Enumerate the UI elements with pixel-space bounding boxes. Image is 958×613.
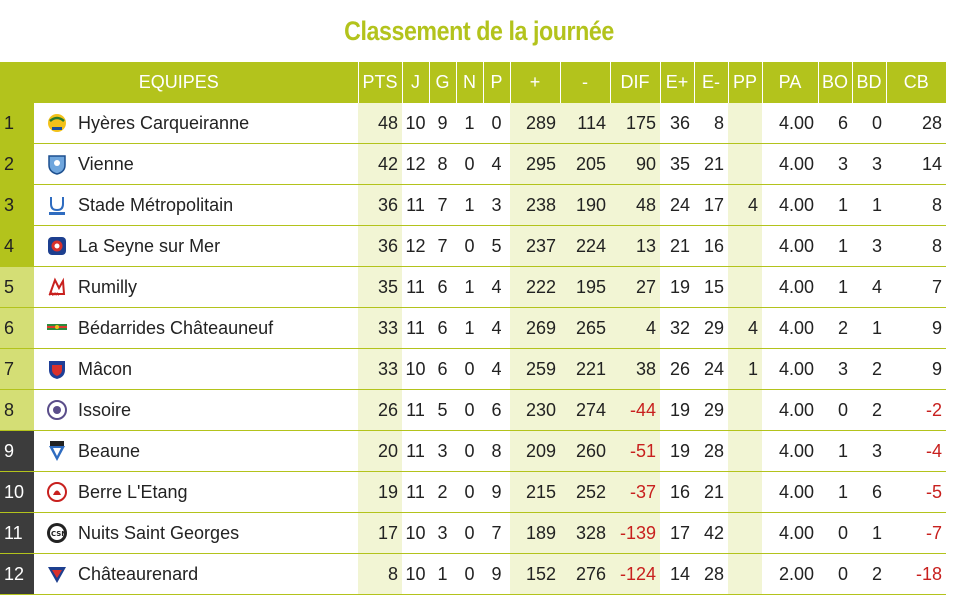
- p-cell: 4: [483, 267, 510, 308]
- header-j: J: [402, 62, 429, 103]
- plus-cell: 152: [510, 554, 560, 595]
- pp-cell: [728, 103, 762, 144]
- dif-cell: -37: [610, 472, 660, 513]
- macon-logo-icon: [46, 358, 68, 380]
- page-title: Classement de la journée: [344, 16, 614, 46]
- bd-cell: 3: [852, 431, 886, 472]
- minus-cell: 274: [560, 390, 610, 431]
- n-cell: 0: [456, 349, 483, 390]
- rank-cell: 5: [0, 267, 34, 308]
- bd-cell: 1: [852, 185, 886, 226]
- bd-cell: 1: [852, 308, 886, 349]
- bo-cell: 0: [818, 390, 852, 431]
- team-cell: [34, 472, 358, 513]
- bedarrides-logo-icon: [46, 317, 68, 339]
- pts-cell: 36: [358, 226, 402, 267]
- cb-cell: 14: [886, 144, 946, 185]
- n-cell: 1: [456, 103, 483, 144]
- pts-cell: 17: [358, 513, 402, 554]
- j-cell: 12: [402, 144, 429, 185]
- eplus-cell: 19: [660, 431, 694, 472]
- pts-cell: 35: [358, 267, 402, 308]
- minus-cell: 260: [560, 431, 610, 472]
- team-cell: [34, 103, 358, 144]
- plus-cell: 215: [510, 472, 560, 513]
- g-cell: 3: [429, 431, 456, 472]
- team-cell: [34, 308, 358, 349]
- cb-cell: 8: [886, 185, 946, 226]
- p-cell: 9: [483, 472, 510, 513]
- team-cell: [34, 349, 358, 390]
- table-row: [0, 513, 946, 554]
- table-row: [0, 144, 946, 185]
- g-cell: 2: [429, 472, 456, 513]
- eplus-cell: 21: [660, 226, 694, 267]
- eminus-cell: 21: [694, 472, 728, 513]
- eminus-cell: 17: [694, 185, 728, 226]
- eminus-cell: 28: [694, 554, 728, 595]
- table-row: [0, 226, 946, 267]
- team-name: Mâcon: [78, 358, 133, 379]
- dif-cell: 48: [610, 185, 660, 226]
- la-seyne-logo-icon: [46, 235, 68, 257]
- eminus-cell: 16: [694, 226, 728, 267]
- g-cell: 9: [429, 103, 456, 144]
- eplus-cell: 32: [660, 308, 694, 349]
- table-row: [0, 349, 946, 390]
- plus-cell: 209: [510, 431, 560, 472]
- pp-cell: [728, 431, 762, 472]
- cb-cell: -5: [886, 472, 946, 513]
- cb-cell: 8: [886, 226, 946, 267]
- bo-cell: 0: [818, 513, 852, 554]
- pp-cell: 4: [728, 308, 762, 349]
- vienne-logo-icon: [46, 153, 68, 175]
- n-cell: 0: [456, 431, 483, 472]
- team-cell: [34, 267, 358, 308]
- rank-cell: 8: [0, 390, 34, 431]
- n-cell: 1: [456, 267, 483, 308]
- p-cell: 4: [483, 349, 510, 390]
- eminus-cell: 28: [694, 431, 728, 472]
- header-n: N: [456, 62, 483, 103]
- n-cell: 0: [456, 144, 483, 185]
- eplus-cell: 24: [660, 185, 694, 226]
- pts-cell: 42: [358, 144, 402, 185]
- rank-cell: 6: [0, 308, 34, 349]
- dif-cell: -124: [610, 554, 660, 595]
- table-row: [0, 554, 946, 595]
- eminus-cell: 42: [694, 513, 728, 554]
- plus-cell: 230: [510, 390, 560, 431]
- g-cell: 5: [429, 390, 456, 431]
- eminus-cell: 29: [694, 308, 728, 349]
- header-dif: DIF: [610, 62, 660, 103]
- plus-cell: 259: [510, 349, 560, 390]
- rank-cell: 4: [0, 226, 34, 267]
- berre-logo-icon: [46, 481, 68, 503]
- rank-cell: 3: [0, 185, 34, 226]
- header-eplus: E+: [660, 62, 694, 103]
- table-row: [0, 267, 946, 308]
- team-cell: [34, 226, 358, 267]
- dif-cell: 4: [610, 308, 660, 349]
- plus-cell: 269: [510, 308, 560, 349]
- p-cell: 3: [483, 185, 510, 226]
- dif-cell: -44: [610, 390, 660, 431]
- rank-cell: 7: [0, 349, 34, 390]
- header-pp: PP: [728, 62, 762, 103]
- dif-cell: 175: [610, 103, 660, 144]
- bd-cell: 4: [852, 267, 886, 308]
- eminus-cell: 21: [694, 144, 728, 185]
- team-name: Hyères Carqueiranne: [78, 112, 250, 133]
- bo-cell: 1: [818, 226, 852, 267]
- minus-cell: 224: [560, 226, 610, 267]
- cb-cell: 7: [886, 267, 946, 308]
- eplus-cell: 36: [660, 103, 694, 144]
- g-cell: 7: [429, 185, 456, 226]
- header-pa: PA: [762, 62, 818, 103]
- dif-cell: 90: [610, 144, 660, 185]
- pts-cell: 20: [358, 431, 402, 472]
- minus-cell: 252: [560, 472, 610, 513]
- j-cell: 11: [402, 390, 429, 431]
- plus-cell: 295: [510, 144, 560, 185]
- table-header: [0, 62, 946, 103]
- table-row: [0, 431, 946, 472]
- bd-cell: 2: [852, 554, 886, 595]
- eplus-cell: 19: [660, 390, 694, 431]
- pp-cell: 1: [728, 349, 762, 390]
- p-cell: 7: [483, 513, 510, 554]
- team-name: Bédarrides Châteauneuf: [78, 317, 274, 338]
- pa-cell: 4.00: [762, 103, 818, 144]
- team-cell: [34, 513, 358, 554]
- n-cell: 0: [456, 513, 483, 554]
- team-name: La Seyne sur Mer: [78, 235, 221, 256]
- rank-cell: 11: [0, 513, 34, 554]
- pts-cell: 26: [358, 390, 402, 431]
- minus-cell: 195: [560, 267, 610, 308]
- j-cell: 10: [402, 103, 429, 144]
- j-cell: 10: [402, 349, 429, 390]
- beaune-logo-icon: [46, 440, 68, 462]
- header-g: G: [429, 62, 456, 103]
- pp-cell: [728, 554, 762, 595]
- rank-cell: 9: [0, 431, 34, 472]
- j-cell: 11: [402, 267, 429, 308]
- eminus-cell: 24: [694, 349, 728, 390]
- g-cell: 1: [429, 554, 456, 595]
- pa-cell: 4.00: [762, 349, 818, 390]
- plus-cell: 189: [510, 513, 560, 554]
- team-name: Châteaurenard: [78, 563, 199, 584]
- chateaurenard-logo-icon: [46, 563, 68, 585]
- minus-cell: 221: [560, 349, 610, 390]
- bo-cell: 1: [818, 431, 852, 472]
- dif-cell: 27: [610, 267, 660, 308]
- pp-cell: [728, 226, 762, 267]
- n-cell: 0: [456, 554, 483, 595]
- pa-cell: 4.00: [762, 472, 818, 513]
- bo-cell: 3: [818, 144, 852, 185]
- eplus-cell: 35: [660, 144, 694, 185]
- bd-cell: 2: [852, 349, 886, 390]
- bd-cell: 1: [852, 513, 886, 554]
- p-cell: 0: [483, 103, 510, 144]
- cb-cell: -4: [886, 431, 946, 472]
- hyeres-logo-icon: [46, 112, 68, 134]
- minus-cell: 114: [560, 103, 610, 144]
- minus-cell: 328: [560, 513, 610, 554]
- p-cell: 5: [483, 226, 510, 267]
- pp-cell: [728, 513, 762, 554]
- team-name: Rumilly: [78, 276, 138, 297]
- bo-cell: 1: [818, 185, 852, 226]
- bo-cell: 1: [818, 472, 852, 513]
- rank-cell: 1: [0, 103, 34, 144]
- dif-cell: -51: [610, 431, 660, 472]
- standings-table: [0, 62, 946, 595]
- team-name: Stade Métropolitain: [78, 194, 234, 215]
- minus-cell: 205: [560, 144, 610, 185]
- pts-cell: 19: [358, 472, 402, 513]
- rank-cell: 12: [0, 554, 34, 595]
- bd-cell: 0: [852, 103, 886, 144]
- n-cell: 1: [456, 185, 483, 226]
- header-p: P: [483, 62, 510, 103]
- eminus-cell: 8: [694, 103, 728, 144]
- nuits-logo-icon: [46, 522, 68, 544]
- bd-cell: 3: [852, 144, 886, 185]
- n-cell: 0: [456, 472, 483, 513]
- header-pts: PTS: [358, 62, 402, 103]
- team-name: Nuits Saint Georges: [78, 522, 240, 543]
- j-cell: 11: [402, 472, 429, 513]
- svg-text:CSN: CSN: [51, 530, 68, 538]
- cb-cell: 9: [886, 349, 946, 390]
- table-row: [0, 472, 946, 513]
- minus-cell: 190: [560, 185, 610, 226]
- rank-cell: 10: [0, 472, 34, 513]
- g-cell: 6: [429, 349, 456, 390]
- pa-cell: 4.00: [762, 308, 818, 349]
- team-name: Vienne: [78, 153, 134, 174]
- pa-cell: 4.00: [762, 144, 818, 185]
- team-cell: [34, 431, 358, 472]
- pts-cell: 8: [358, 554, 402, 595]
- p-cell: 8: [483, 431, 510, 472]
- pts-cell: 48: [358, 103, 402, 144]
- cb-cell: -2: [886, 390, 946, 431]
- j-cell: 10: [402, 513, 429, 554]
- header-bd: BD: [852, 62, 886, 103]
- p-cell: 6: [483, 390, 510, 431]
- cb-cell: -7: [886, 513, 946, 554]
- plus-cell: 289: [510, 103, 560, 144]
- plus-cell: 238: [510, 185, 560, 226]
- pa-cell: 4.00: [762, 431, 818, 472]
- dif-cell: 38: [610, 349, 660, 390]
- cb-cell: -18: [886, 554, 946, 595]
- header-cb: CB: [886, 62, 946, 103]
- stade-logo-icon: [46, 194, 68, 216]
- eplus-cell: 16: [660, 472, 694, 513]
- plus-cell: 237: [510, 226, 560, 267]
- header-bo: BO: [818, 62, 852, 103]
- pa-cell: 2.00: [762, 554, 818, 595]
- n-cell: 0: [456, 226, 483, 267]
- bo-cell: 2: [818, 308, 852, 349]
- team-name: Issoire: [78, 399, 132, 420]
- dif-cell: 13: [610, 226, 660, 267]
- bo-cell: 1: [818, 267, 852, 308]
- header-minus: -: [560, 62, 610, 103]
- bo-cell: 3: [818, 349, 852, 390]
- pp-cell: [728, 472, 762, 513]
- table-row: [0, 308, 946, 349]
- p-cell: 9: [483, 554, 510, 595]
- j-cell: 11: [402, 185, 429, 226]
- eplus-cell: 19: [660, 267, 694, 308]
- rank-cell: 2: [0, 144, 34, 185]
- pp-cell: [728, 267, 762, 308]
- team-name: Beaune: [78, 440, 141, 461]
- plus-cell: 222: [510, 267, 560, 308]
- n-cell: 0: [456, 390, 483, 431]
- team-name: Berre L'Etang: [78, 481, 188, 502]
- header-equipes: EQUIPES: [0, 62, 358, 103]
- bd-cell: 3: [852, 226, 886, 267]
- eplus-cell: 26: [660, 349, 694, 390]
- pts-cell: 36: [358, 185, 402, 226]
- team-cell: [34, 144, 358, 185]
- p-cell: 4: [483, 308, 510, 349]
- pts-cell: 33: [358, 349, 402, 390]
- eplus-cell: 17: [660, 513, 694, 554]
- bd-cell: 6: [852, 472, 886, 513]
- cb-cell: 9: [886, 308, 946, 349]
- minus-cell: 276: [560, 554, 610, 595]
- p-cell: 4: [483, 144, 510, 185]
- svg-text:Rm: Rm: [49, 291, 60, 298]
- pp-cell: 4: [728, 185, 762, 226]
- pts-cell: 33: [358, 308, 402, 349]
- header-eminus: E-: [694, 62, 728, 103]
- eminus-cell: 15: [694, 267, 728, 308]
- pp-cell: [728, 390, 762, 431]
- team-cell: [34, 554, 358, 595]
- rumilly-logo-icon: [46, 276, 68, 298]
- j-cell: 11: [402, 308, 429, 349]
- team-cell: [34, 390, 358, 431]
- bd-cell: 2: [852, 390, 886, 431]
- bo-cell: 6: [818, 103, 852, 144]
- pa-cell: 4.00: [762, 267, 818, 308]
- j-cell: 12: [402, 226, 429, 267]
- table-row: [0, 103, 946, 144]
- j-cell: 10: [402, 554, 429, 595]
- g-cell: 8: [429, 144, 456, 185]
- pp-cell: [728, 144, 762, 185]
- n-cell: 1: [456, 308, 483, 349]
- eminus-cell: 29: [694, 390, 728, 431]
- minus-cell: 265: [560, 308, 610, 349]
- table-row: [0, 390, 946, 431]
- issoire-logo-icon: [46, 399, 68, 421]
- dif-cell: -139: [610, 513, 660, 554]
- table-row: [0, 185, 946, 226]
- pa-cell: 4.00: [762, 513, 818, 554]
- j-cell: 11: [402, 431, 429, 472]
- cb-cell: 28: [886, 103, 946, 144]
- header-plus: +: [510, 62, 560, 103]
- eplus-cell: 14: [660, 554, 694, 595]
- pa-cell: 4.00: [762, 226, 818, 267]
- g-cell: 6: [429, 308, 456, 349]
- pa-cell: 4.00: [762, 390, 818, 431]
- pa-cell: 4.00: [762, 185, 818, 226]
- g-cell: 3: [429, 513, 456, 554]
- team-cell: [34, 185, 358, 226]
- bo-cell: 0: [818, 554, 852, 595]
- g-cell: 6: [429, 267, 456, 308]
- g-cell: 7: [429, 226, 456, 267]
